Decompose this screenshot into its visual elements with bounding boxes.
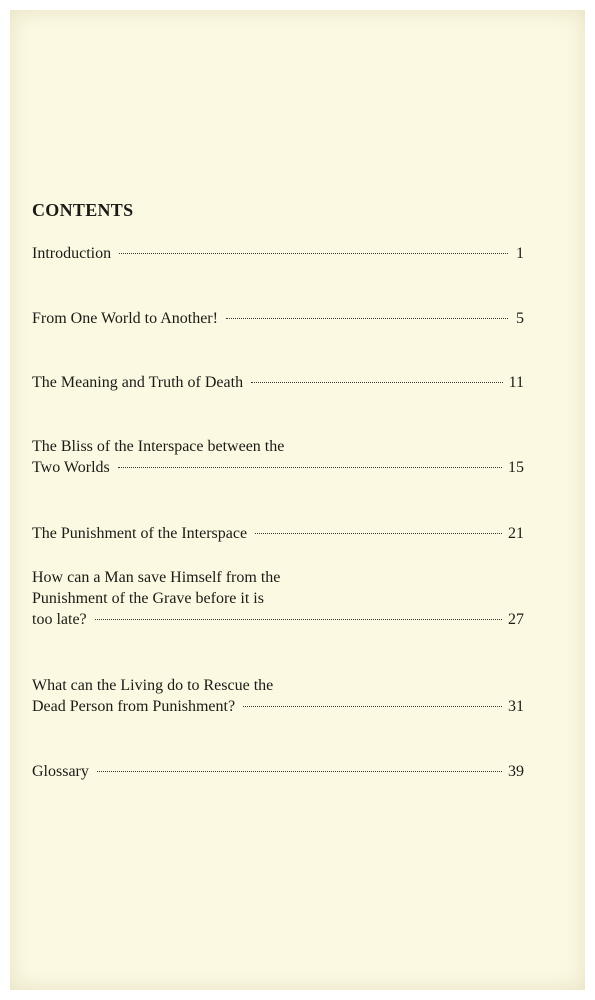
book-page bbox=[10, 10, 585, 990]
entry-title-lines-1-2: How can a Man save Himself from the Punishment of the Grave before it is bbox=[32, 569, 281, 607]
entry-title: The Meaning and Truth of Death bbox=[32, 374, 244, 391]
toc-entry-rescue-dead-person[interactable] bbox=[32, 675, 524, 717]
dot-leader bbox=[118, 466, 502, 468]
dot-leader bbox=[251, 381, 503, 383]
page-number: 1 bbox=[516, 245, 524, 262]
entry-title: Introduction bbox=[32, 245, 112, 262]
dot-leader bbox=[226, 317, 508, 319]
page-number: 5 bbox=[516, 310, 524, 327]
entry-title: The Punishment of the Interspace bbox=[32, 525, 248, 542]
entry-title: Dead Person from Punishment? bbox=[32, 698, 236, 715]
entry-title: Glossary bbox=[32, 763, 89, 780]
toc-entry-glossary[interactable] bbox=[32, 761, 524, 782]
entry-title: Two Worlds bbox=[32, 459, 110, 476]
toc-entry-punishment-of-interspace[interactable] bbox=[32, 523, 524, 544]
entry-title-line-1: The Bliss of the Interspace between the bbox=[32, 438, 285, 455]
toc-entry-save-himself[interactable] bbox=[32, 567, 524, 630]
toc-entry-bliss-of-interspace[interactable] bbox=[32, 436, 524, 478]
entry-title-line-1: What can the Living do to Rescue the bbox=[32, 677, 274, 694]
dot-leader bbox=[119, 252, 508, 254]
contents-heading: CONTENTS bbox=[32, 200, 134, 220]
page-number: 21 bbox=[508, 525, 524, 542]
dot-leader bbox=[255, 532, 502, 534]
page-number: 15 bbox=[508, 459, 524, 476]
dot-leader bbox=[95, 618, 502, 620]
entry-title: too late? bbox=[32, 611, 87, 628]
toc-entry-from-one-world[interactable] bbox=[32, 308, 524, 329]
page-number: 27 bbox=[508, 611, 524, 628]
toc-entry-introduction[interactable] bbox=[32, 243, 524, 264]
page-number: 39 bbox=[508, 763, 524, 780]
page-number: 11 bbox=[508, 374, 524, 391]
toc-entry-meaning-of-death[interactable] bbox=[32, 372, 524, 393]
page-number: 31 bbox=[508, 698, 524, 715]
entry-title: From One World to Another! bbox=[32, 310, 218, 327]
dot-leader bbox=[97, 770, 502, 772]
dot-leader bbox=[243, 705, 502, 707]
